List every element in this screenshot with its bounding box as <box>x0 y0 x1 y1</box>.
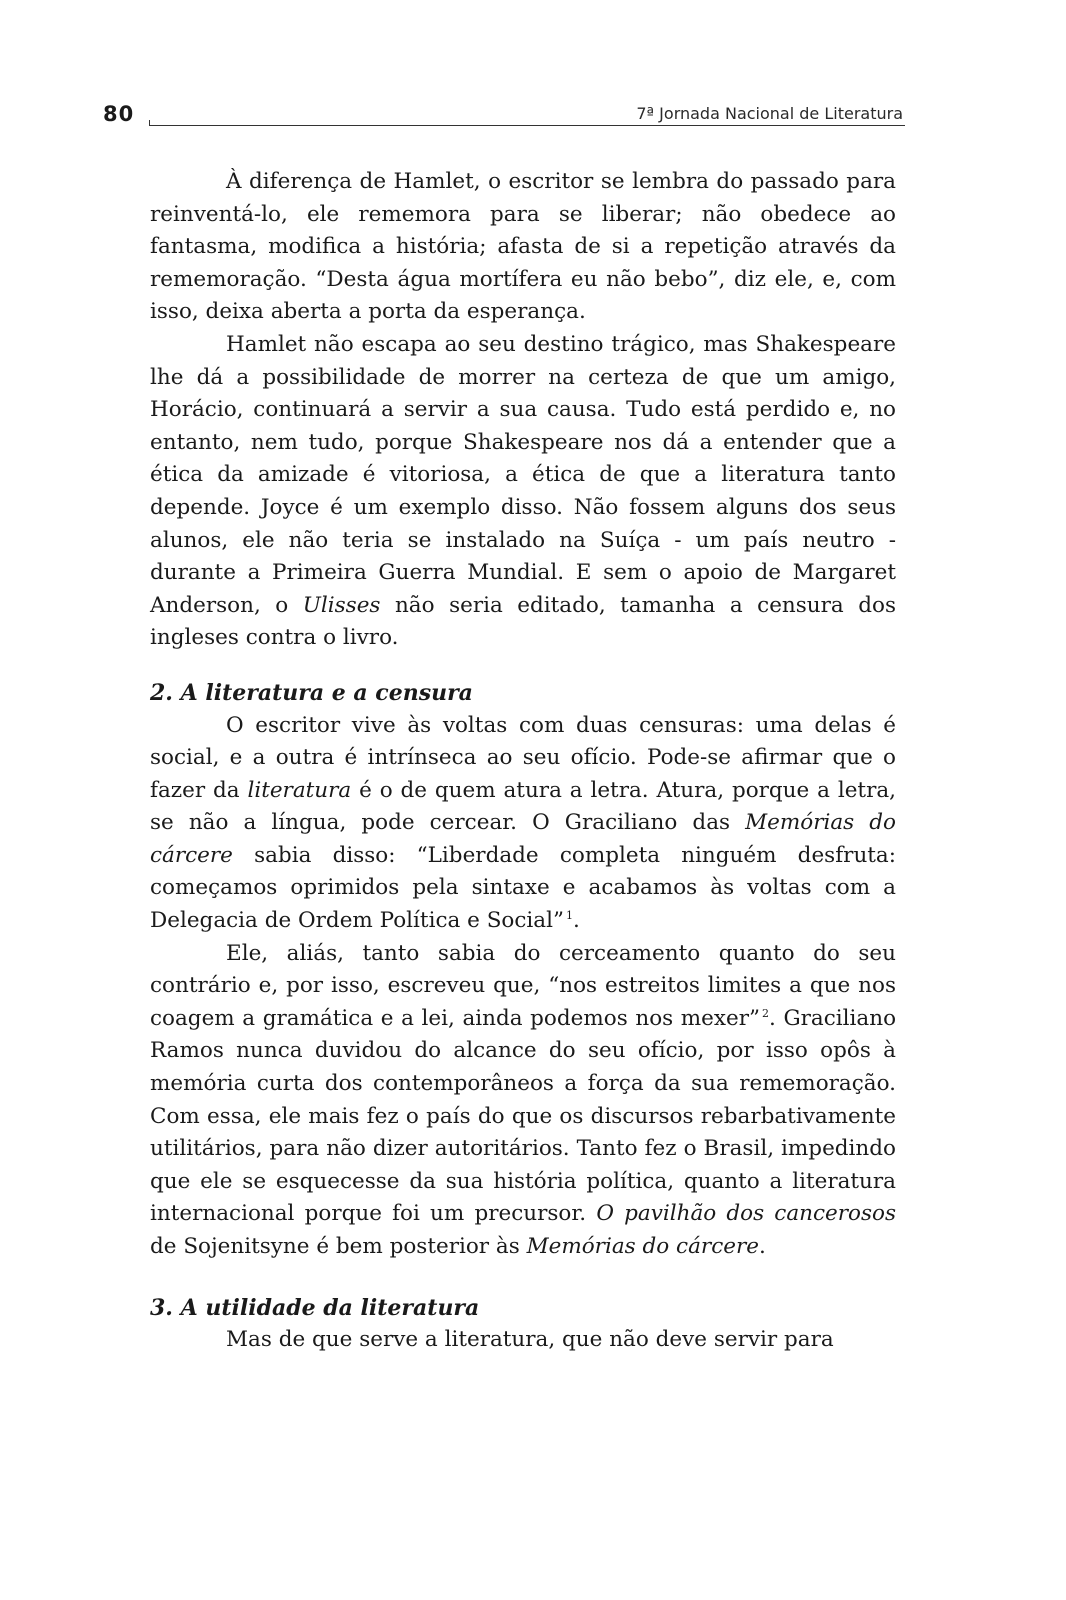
footnote-marker: 2 <box>762 1006 770 1020</box>
page-body <box>150 166 896 1357</box>
paragraph <box>150 938 896 1264</box>
text-run: é o de quem atura a letra. Atura, porque a letra, se não a língua, pode cercear. O Graciliano das <box>150 777 896 836</box>
text-run: de Sojenitsyne é bem posterior às <box>150 1234 527 1259</box>
text-run: Ele, aliás, tanto sabia do cerceamento quanto do seu contrário e, por isso, escreveu que, “nos estreitos limites a que nos coagem a gramática e a lei, ainda podemos nos mexer” <box>150 940 896 1031</box>
paragraph: À diferença de Hamlet, o escritor se lembra do passado para reinventá-lo, ele rememora para se liberar; não obedece ao fantasma, modifica a história; afasta de si a repetição através da rememoração. “Desta água mortífera eu não bebo”, diz ele, e, com isso, deixa aberta a porta da esperança. <box>150 169 896 325</box>
section-heading: 2. A literatura e a censura <box>150 679 473 706</box>
running-head: 7ª Jornada Nacional de Literatura <box>636 104 903 123</box>
footnote-marker: 1 <box>565 909 573 923</box>
text-run: não seria editado, tamanha a censura dos ingleses contra o livro. <box>150 592 896 651</box>
text-run: O escritor vive às voltas com duas censuras: uma delas é social, e a outra é intrínseca ao seu ofício. Pode-se afirmar que o fazer da <box>150 712 896 803</box>
paragraph: Mas de que serve a literatura, que não deve servir para <box>226 1327 834 1353</box>
text-run: . <box>572 908 580 934</box>
paragraph <box>150 710 896 938</box>
text-run: Hamlet não escapa ao seu destino trágico, mas Shakespeare lhe dá a possibilidade de morrer na certeza de que um amigo, Horácio, continuará a servir a sua causa. Tudo está perdido e, no entanto, nem tudo, porque Shakespeare nos dá a entender que a ética da amizade é vitoriosa, a ética de que a literatura tanto depende. Joyce é um exemplo disso. Não fossem alguns dos seus alunos, ele não teria se instalado na Suíça - um país neutro - durante a Primeira Guerra Mundial. E sem o apoio de Margaret Anderson, o <box>150 331 896 618</box>
book-title: O pavilhão dos cancerosos <box>596 1201 896 1227</box>
text-run: . <box>758 1234 766 1259</box>
emphasis: literatura <box>247 777 352 803</box>
text-run: sabia disso: “Liberdade completa ninguém desfruta: começamos oprimidos pela sintaxe e acabamos às voltas com a Delegacia de Ordem Política e Social” <box>150 842 896 934</box>
header-rule <box>149 125 905 126</box>
section-heading: 3. A utilidade da literatura <box>150 1294 480 1321</box>
book-title: Memórias do cárcere <box>526 1234 759 1259</box>
book-title: Ulisses <box>302 592 381 618</box>
page-number: 80 <box>103 102 135 126</box>
paragraph <box>150 329 896 655</box>
book-title: Memórias do cárcere <box>150 810 896 868</box>
text-run: . Graciliano Ramos nunca duvidou do alcance do seu ofício, por isso opôs à memória curta dos contemporâneos a força da sua rememoração. Com essa, ele mais fez o país do que os discursos rebarbativamente utilitários, para não dizer autoritários. Tanto fez o Brasil, impedindo que ele se esquecesse da sua história política, quanto a literatura internacional porque foi um precursor. <box>150 1005 897 1227</box>
page-header <box>103 98 905 128</box>
